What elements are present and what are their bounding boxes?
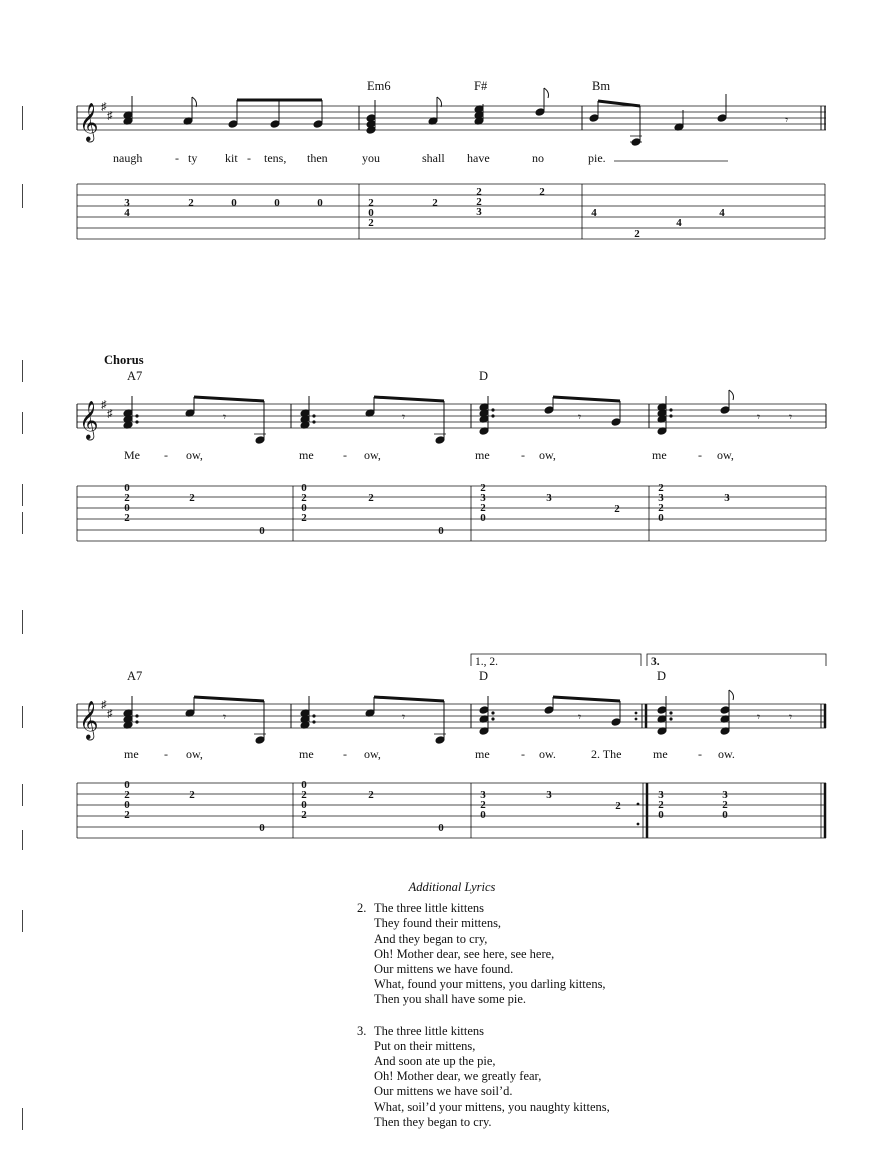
lyric-syllable: no <box>532 151 544 165</box>
tab-number: 2 <box>476 186 482 198</box>
tab-number: 0 <box>480 809 486 821</box>
lyric-syllable: ow, <box>717 448 734 462</box>
lyric-syllable: - <box>164 747 168 761</box>
tab-number: 2 <box>124 789 130 801</box>
tab-number: 4 <box>591 207 597 219</box>
scan-edge-mark <box>22 512 23 534</box>
tab-number: 0 <box>301 799 307 811</box>
treble-clef-icon: 𝄞 <box>79 703 99 739</box>
tab-number: 4 <box>719 207 725 219</box>
additional-lyrics <box>357 880 777 1146</box>
chord-symbol: D <box>657 669 667 683</box>
tab-number: 2 <box>368 492 374 504</box>
eighth-rest-icon: 𝄾 <box>578 410 582 424</box>
lyrics-line <box>113 151 728 165</box>
eighth-rest-icon: 𝄾 <box>402 410 406 424</box>
scan-edge-mark <box>22 610 23 634</box>
verse-number: 2. <box>357 901 367 916</box>
tab-number: 4 <box>676 217 682 229</box>
sharp-icon: ♯ <box>101 399 107 411</box>
eighth-rest-icon: 𝄾 <box>223 410 227 424</box>
lyric-syllable: me <box>653 747 668 761</box>
sharp-icon: ♯ <box>107 708 113 720</box>
lyric-syllable: shall <box>422 151 445 165</box>
tab-number: 3 <box>658 492 664 504</box>
chord-symbol: A7 <box>127 369 143 383</box>
system-3 <box>77 654 826 838</box>
lyric-syllable: - <box>247 151 251 165</box>
lyric-syllable: me <box>475 747 490 761</box>
lyric-syllable: - <box>164 448 168 462</box>
tab-number: 3 <box>476 206 482 218</box>
tab-number: 2 <box>188 197 194 209</box>
tab-number: 2 <box>189 789 195 801</box>
tab-number: 2 <box>539 186 545 198</box>
verse-line: They found their mittens, <box>374 916 502 931</box>
verse-3 <box>357 1024 777 1130</box>
lyric-syllable: me <box>299 448 314 462</box>
lyric-syllable: - <box>343 747 347 761</box>
tab-number: 2 <box>368 197 374 209</box>
eighth-rest-icon: 𝄾 <box>578 710 582 724</box>
lyric-syllable: me <box>475 448 490 462</box>
lyric-syllable: - <box>175 151 179 165</box>
sharp-icon: ♯ <box>107 408 113 420</box>
lyric-syllable: ow, <box>539 448 556 462</box>
verse-line: What, soil’d your mittens, you naughty kittens, <box>374 1099 610 1114</box>
lyric-syllable: me <box>652 448 667 462</box>
verse-line: Put on their mittens, <box>374 1038 476 1053</box>
tab-numbers <box>124 482 730 537</box>
chord-symbol: F# <box>474 79 488 93</box>
verse-number: 3. <box>357 1023 367 1038</box>
scan-edge-mark <box>22 1108 23 1130</box>
lyric-syllable: kit <box>225 151 238 165</box>
chord-symbol: D <box>479 369 489 383</box>
tab-number: 2 <box>658 482 664 494</box>
tab-number: 3 <box>480 789 486 801</box>
tab-number: 0 <box>124 799 130 811</box>
lyric-syllable: - <box>343 448 347 462</box>
treble-clef-icon: 𝄞 <box>79 403 99 439</box>
tab-staff <box>77 184 825 239</box>
tab-number: 2 <box>432 197 438 209</box>
lyric-syllable: 2. The <box>591 747 622 761</box>
scan-edge-mark <box>22 184 23 208</box>
tab-number: 2 <box>480 482 486 494</box>
sharp-icon: ♯ <box>101 101 107 113</box>
lyrics-line <box>124 747 735 761</box>
lyric-syllable: ow, <box>186 747 203 761</box>
volta-brackets <box>471 654 826 666</box>
tab-number: 2 <box>615 800 621 812</box>
tab-number: 0 <box>438 525 444 537</box>
tab-number: 2 <box>189 492 195 504</box>
notes <box>123 88 727 146</box>
tab-number: 2 <box>480 502 486 514</box>
lyric-syllable: ow. <box>718 747 735 761</box>
tab-number: 0 <box>368 207 374 219</box>
tab-number: 2 <box>124 512 130 524</box>
tab-number: 0 <box>124 779 130 791</box>
verse-lines <box>374 901 606 1007</box>
lyric-syllable: have <box>467 151 490 165</box>
tab-number: 2 <box>368 217 374 229</box>
eighth-rest-icon: 𝄾 <box>789 410 793 424</box>
eighth-rest-icon: 𝄾 <box>402 710 406 724</box>
tab-number: 0 <box>658 512 664 524</box>
sharp-icon: ♯ <box>101 699 107 711</box>
tab-number: 0 <box>274 197 280 209</box>
eighth-rest-icon: 𝄾 <box>785 113 789 127</box>
tab-number: 3 <box>480 492 486 504</box>
tab-number: 3 <box>546 789 552 801</box>
lyric-syllable: ow, <box>364 747 381 761</box>
lyric-syllable: you <box>362 151 380 165</box>
tab-number: 0 <box>301 482 307 494</box>
verse-line: The three little kittens <box>374 1023 485 1038</box>
tab-numbers <box>124 186 725 240</box>
lyric-syllable: Me <box>124 448 140 462</box>
tab-number: 0 <box>438 822 444 834</box>
tab-number: 3 <box>658 789 664 801</box>
treble-clef-icon: 𝄞 <box>79 105 99 141</box>
verse-line: The three little kittens <box>374 901 485 916</box>
tab-number: 4 <box>124 207 130 219</box>
tab-number: 2 <box>476 196 482 208</box>
tab-number: 0 <box>722 809 728 821</box>
lyric-syllable: - <box>521 448 525 462</box>
verse-line: Then they began to cry. <box>374 1114 492 1129</box>
tab-number: 2 <box>480 799 486 811</box>
lyric-syllable: ow. <box>539 747 556 761</box>
verse-line: Oh! Mother dear, we greatly fear, <box>374 1069 542 1084</box>
system-2 <box>77 353 826 541</box>
tab-number: 2 <box>124 809 130 821</box>
scan-edge-mark <box>22 830 23 850</box>
tab-number: 2 <box>301 492 307 504</box>
eighth-rest-icon: 𝄾 <box>757 410 761 424</box>
lyric-syllable: - <box>521 747 525 761</box>
tab-number: 2 <box>722 799 728 811</box>
lyric-syllable: pie. <box>588 151 606 165</box>
scan-edge-mark <box>22 784 23 806</box>
lyric-syllable: me <box>299 747 314 761</box>
tab-number: 0 <box>317 197 323 209</box>
lyric-syllable: ow, <box>186 448 203 462</box>
tab-number: 0 <box>301 502 307 514</box>
verse-2 <box>357 901 777 1007</box>
tab-number: 2 <box>658 502 664 514</box>
tab-number: 3 <box>124 197 130 209</box>
tab-number: 0 <box>480 512 486 524</box>
tab-numbers <box>124 779 728 834</box>
verse-line: Oh! Mother dear, see here, see here, <box>374 946 555 961</box>
chord-symbol: Bm <box>592 79 611 93</box>
verse-line: Then you shall have some pie. <box>374 992 527 1007</box>
tab-number: 2 <box>124 492 130 504</box>
scan-edge-mark <box>22 706 23 728</box>
chord-symbol: D <box>479 669 489 683</box>
tab-number: 3 <box>546 492 552 504</box>
tab-number: 2 <box>301 512 307 524</box>
scan-edge-mark <box>22 910 23 932</box>
system-1 <box>77 79 826 240</box>
tab-number: 0 <box>231 197 237 209</box>
lyrics-line <box>124 448 734 462</box>
tab-number: 0 <box>301 779 307 791</box>
verse-lines <box>374 1024 610 1130</box>
tab-number: 0 <box>259 822 265 834</box>
volta-label: 3. <box>651 656 660 668</box>
tab-number: 3 <box>724 492 730 504</box>
tab-number: 2 <box>301 789 307 801</box>
tab-number: 0 <box>658 809 664 821</box>
verse-line: And soon ate up the pie, <box>374 1054 496 1069</box>
chord-symbol: A7 <box>127 669 143 683</box>
tab-number: 0 <box>259 525 265 537</box>
verse-line: Our mittens we have found. <box>374 962 514 977</box>
scan-edge-mark <box>22 106 23 130</box>
verse-line: What, found your mittens, you darling kittens, <box>374 977 606 992</box>
eighth-rest-icon: 𝄾 <box>757 710 761 724</box>
scan-edge-mark <box>22 484 23 506</box>
scan-edge-mark <box>22 412 23 434</box>
sharp-icon: ♯ <box>107 110 113 122</box>
tab-number: 0 <box>124 502 130 514</box>
chord-symbol: Em6 <box>367 79 391 93</box>
tab-number: 0 <box>124 482 130 494</box>
tab-number: 3 <box>722 789 728 801</box>
lyric-syllable: ow, <box>364 448 381 462</box>
lyric-syllable: - <box>698 747 702 761</box>
tab-number: 2 <box>634 228 640 240</box>
lyric-syllable: tens, <box>264 151 287 165</box>
eighth-rest-icon: 𝄾 <box>223 710 227 724</box>
section-label: Chorus <box>104 353 144 367</box>
verse-line: And they began to cry, <box>374 931 488 946</box>
verse-line: Our mittens we have soil’d. <box>374 1084 513 1099</box>
scan-edge-mark <box>22 360 23 382</box>
tab-number: 2 <box>368 789 374 801</box>
lyric-syllable: me <box>124 747 139 761</box>
volta-label: 1., 2. <box>475 656 498 668</box>
notes <box>123 390 733 444</box>
lyric-syllable: then <box>307 151 328 165</box>
lyric-syllable: ty <box>188 151 198 165</box>
lyric-syllable: naugh <box>113 151 143 165</box>
eighth-rest-icon: 𝄾 <box>789 710 793 724</box>
tab-number: 2 <box>658 799 664 811</box>
tab-number: 2 <box>614 503 620 515</box>
lyric-syllable: - <box>698 448 702 462</box>
additional-lyrics-title: Additional Lyrics <box>408 880 496 894</box>
tab-number: 2 <box>301 809 307 821</box>
